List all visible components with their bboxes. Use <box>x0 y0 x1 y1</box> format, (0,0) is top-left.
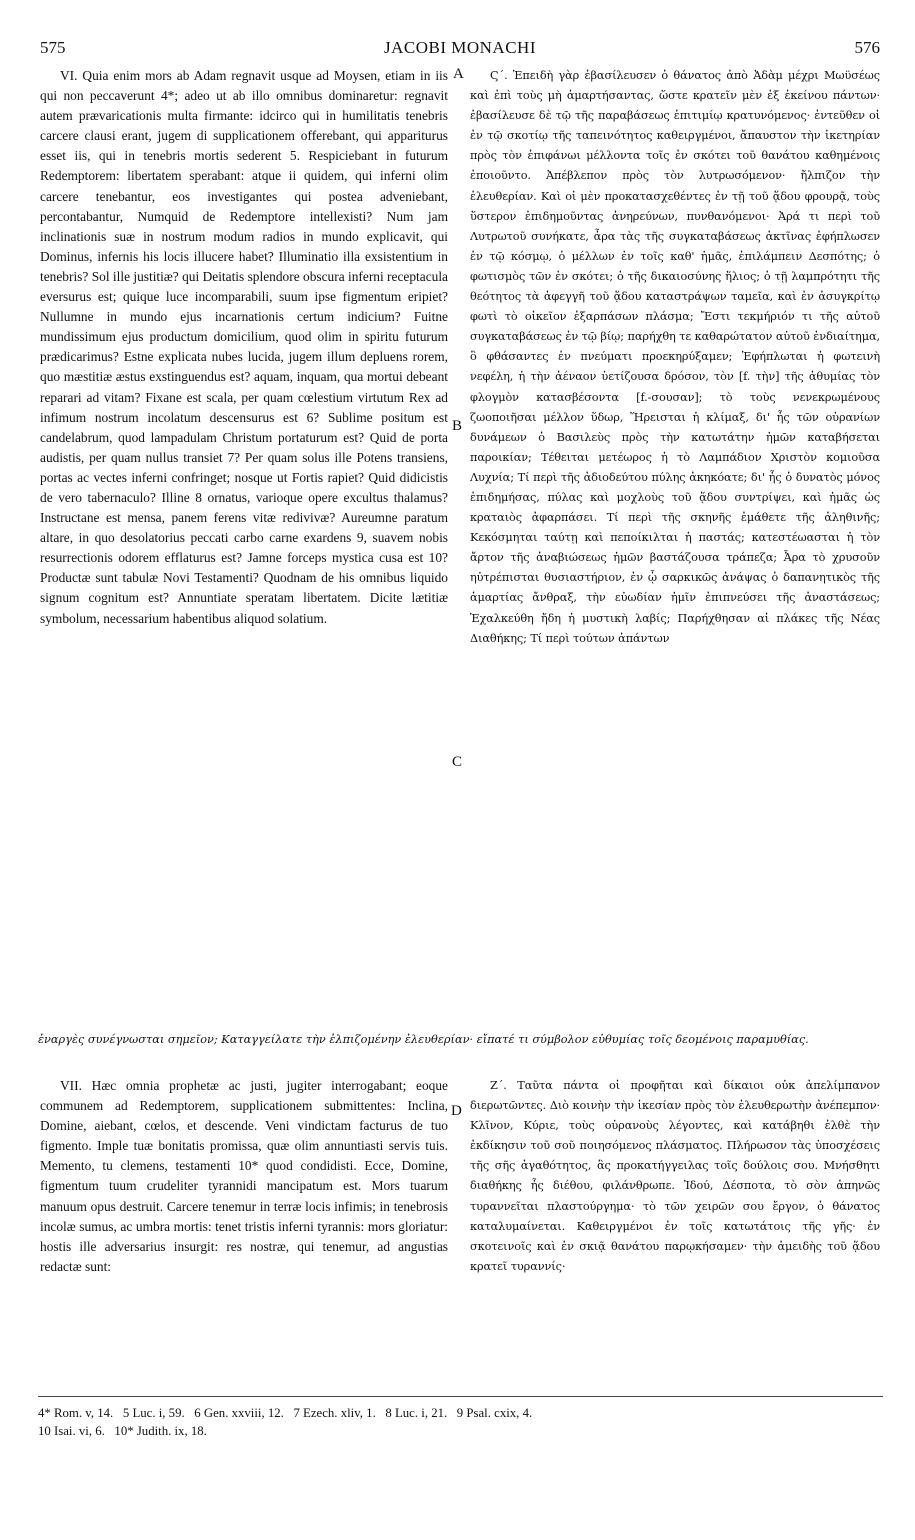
greek-column-section-vii <box>470 1076 880 1386</box>
footnote-line-2: 10 Isai. vi, 6. 10* Judith. ix, 18. <box>38 1424 207 1438</box>
greek-spanning-lines <box>38 1030 883 1072</box>
latin-paragraph-vii: VII. Hæc omnia prophetæ ac justi, jugiter interrogabant; eoque communem ad Redemptorem, supplicationem submittentes: Inclina, Domine, aiebant, cœlos, et descende. Veni vindictam facturus de tuo figmento. Imple tuæ bonitatis promissa, quæ olim annuntiasti servis tuis. Memento, tu clemens, testamenti 10* quod condidisti. Ecce, Domine, figmentum tuum crudeliter tyrannidi mancipatum est. Mors tuarum manuum opus destruit. Carcere tenemur in terræ locis infimis; in tenebrosis incolæ sumus, ac umbra mortis: tenet tristis inferni tyrannis: mors gloriatur: hostis ille adversarius insurgit: res nostræ, qui tenemur, ad angustias redactæ sunt: <box>40 1078 448 1274</box>
latin-paragraph-vi: VI. Quia enim mors ab Adam regnavit usque ad Moysen, etiam in iis qui non peccaverunt 4*; adeo ut ab illo omnibus dominaretur: regnavit autem prævaricationis multa firmante: idcirco qui in humilitatis tenebris carcere clausi erant, jugem di supplicationem offerebant, qui appariturus esset iis, qui in tenebris mortis sederent 5. Respiciebant in futurum Redemptorem: libertatem sperabant: atque ii quidem, qui inferni olim carcere tenebantur, eos investigantes qui postea adveniebant, percontabantur, Numquid de Redemptore intellexisti? Num jam inclinationis suæ in nostrum modum radios in mundo explicavit, qui Dominus, infernis his locis illucere habet? Illuminatio illa exsistentium in tenebris? Sol ille justitiæ? qui Deitatis splendore obscura inferni receptacula eversurus est; quique luce incomparabili, suum ipse figmentum eripiet? Nullumne in mundo ejus incarnationis certum indicium? Fuitne mundissimum ejus productum domicilium, quod olim in spiritu futurum prædicarimus? Estne explicata nubes lucida, jugem illum depluens rorem, quo mæstitiæ æstus exstinguendus est? aquam, inquam, qua mortui debeant reparari ad vitam? Fixane est scala, per quam cœlestium virtutum Rex ad infimum nostrum incolatum descensurus est 6? Sublime positum est candelabrum, quod lampadulam Christum portaturum est? Quid de porta audistis, per quam nullus transiet 7? Per quam solus ille Potens transiens, portas ac vectes inferni confringet; nosque ut Fortis rapiet? Quid didicistis de vero tabernaculo? Illine 8 ornatus, varioque opere excultus thalamus? Instructane est mensa, panem ferens vitæ redivivæ? Aureumne paratum altare, in quo desolatorius peccati carbo carne exardens 9, suavem nobis resurrectionis odorem efflaturus est? Jamne forceps mystica cusa est 10? Productæ sunt tabulæ Novi Testamenti? Quodnam de his omnibus liquido signum cognitum est? Annuntiate speratam libertatem. Dicite lætitiæ symbolum, necessarium habentibus aliquod solatium. <box>40 68 448 626</box>
right-page-number: 576 <box>854 38 880 57</box>
greek-paragraph-vi: Ϛ΄. Ἐπειδὴ γὰρ ἐβασίλευσεν ὁ θάνατος ἀπὸ Ἀδὰμ μέχρι Μωϋσέως καὶ ἐπὶ τοὺς μὴ ἁμαρτήσαντας, ὥστε κρατεῖν μὲν ἐξ ἐκείνου πάντων· ἐβασίλευσε δὲ τῷ τῆς παραβάσεως ἐπιτιμίῳ κρατυνόμενος· ἐντεῦθεν οἱ ἐν τῷ σκοτίῳ τῆς ταπεινότητος καθειργμένοι, ἄπαυστον τὴν ἱκετηρίαν πρὸς τὸν ἐπιφάνωι μέλλοντα τοῖς ἐν σκότει τοῦ θανάτου καθημένοις ἐποιοῦντο. Ἀπέβλεπον πρὸς τὸν λυτρωσόμενον· ἤλπιζον τὴν ἐλευθερίαν. Καὶ οἱ μὲν προκατασχεθέντες ἐν τῇ τοῦ ᾅδου φρουρᾷ, τοὺς ὕστερον ἐπιδημοῦντας ἀνηρεύνων, πυνθανόμενοι· Ἀρά τι περὶ τοῦ Λυτρωτοῦ συνήκατε, ἆρα τὰς τῆς συγκαταβάσεως ἀκτῖνας ἐφήπλωσεν ἐν τῷ κόσμῳ, ὁ μέλλων ἐν τοῖς καθ' ἡμᾶς, ἐπιλάμπειν Δεσπότης; ὁ φωτισμὸς τῶν ἐν σκότει; ὁ τῆς δικαιοσύνης ἥλιος; ὁ τῇ λαμπρότητι τῆς θεότητος τὰ ἀφεγγῆ τοῦ ᾅδου καταστράψων ταμεῖα, καὶ ἐν ἀσυγκρίτῳ φωτὶ τὸ οἰκεῖον ἐξαρπάσων πλάσμα; Ἔστι τεκμήριόν τι τῆς αὐτοῦ συγκαταβάσεως ἐν τῷ βίῳ; παρήχθη τε καθαρώτατον αὐτοῦ ἐνδιαίτημα, ὃ φθάσαντες ἐν πνεύματι προεκηρύξαμεν; Ἐφήπλωται ἡ φωτεινὴ νεφέλη, ἡ τὴν ἀέναον ὑετίζουσα δρόσον, τὸν [f. τὴν] τῆς ἀθυμίας τὸν φλογμὸν κατασβέσοντα [f.-σουσαν]; τὸ τοὺς νενεκρωμένους ζωοποιῆσαι μέλλον ὕδωρ, Ἥρεισται ἡ κλίμαξ, δι' ἧς τῶν οὐρανίων δυνάμεων ὁ Βασιλεὺς πρὸς τὴν κατωτάτην ἡμῶν καταβήσεται παροικίαν; Τέθειται μετέωρος ἡ τὸ Λαμπάδιον Χριστὸν κομιοῦσα Λυχνία; Τί περὶ τῆς ἀδιοδεύτου πύλης ἀκηκόατε; δι' ἧς ὁ δυνατὸς μόνος ἐπιδημήσας, πύλας καὶ μοχλοὺς τοῦ ᾅδου συντρίψει, καὶ ἡμᾶς ὡς κραταιὸς ἀφαρπάσει. Τί περὶ τῆς σκηνῆς ἐμάθετε τῆς ἀληθινῆς; Κεκόσμηται ταύτῃ καὶ πεποίκιλται ἡ παστάς; κατεστέωασται ἡ τὸν ἄρτον τῆς ἀναβιώσεως ἡμῶν βαστάζουσα τράπεζα; Ἆρα τὸ χρυσοῦν ηὐτρέπισται θυσιαστήριον, ἐν ᾧ σαρκικῶς ἀνάψας ὁ δαπανητικὸς τῆς ἁμαρτίας ἄνθραξ, τὴν εὐωδίαν ἡμῖν ἐπιπνεύσει τῆς ἀναστάσεως; Ἐχαλκεύθη ἤδη ἡ μυστικὴ λαβίς; Παρήχθησαν αἱ πλάκες τῆς Νέας Διαθήκης; Τί περὶ τούτων ἁπάντων <box>470 69 880 645</box>
margin-marker-c: C <box>452 754 463 770</box>
footnote-rule <box>38 1396 883 1397</box>
footnotes <box>38 1404 886 1440</box>
latin-column-section-vii <box>40 1076 448 1386</box>
latin-column-section-vi <box>40 66 448 1028</box>
footnote-line-1: 4* Rom. v, 14. 5 Luc. i, 59. 6 Gen. xxviii, 12. 7 Ezech. xliv, 1. 8 Luc. i, 21. 9 Psal. cxix, 4. <box>38 1406 533 1420</box>
greek-column-section-vi <box>470 66 880 1028</box>
margin-marker-d: D <box>451 1103 462 1119</box>
greek-paragraph-vii: Ζ΄. Ταῦτα πάντα οἱ προφῆται καὶ δίκαιοι οὐκ ἀπελίμπανον διερωτῶντες. Διὸ κοινὴν τὴν ἱκεσίαν πρὸς τὸν ἐλευθερωτὴν ἀνέπεμπον· Κλῖνον, Κύριε, τοὺς οὐρανοὺς λέγοντες, καὶ κατάβηθι ἐλθὲ τὴν ἐκδίκησιν τοῦ σοῦ ποιησόμενος πλάσματος. Πλήρωσον τὰς ὑποσχέσεις τῆς σῆς ἀγαθότητος, ἃς προκατήγγειλας τοῖς δούλοις σου. Μνήσθητι διαθήκης ἧς διέθου, φιλάνθρωπε. Ἰδού, Δέσποτα, τὸ σὸν ἀπηνῶς τυραννεῖται πλαστούργημα· τὸ τῶν χειρῶν σου ἔργον, ὁ θάνατος καταλυμαίνεται. Καθειργμένοι ἐν τοῖς κατωτάτοις τῆς γῆς· ἐν σκοτεινοῖς καὶ ἐν σκιᾷ θανάτου παρῳκήσαμεν· τὴν ἀμειδὴς τοῦ ᾅδου κρατεῖ τυραννίς· <box>470 1079 880 1273</box>
margin-marker-a: A <box>453 66 464 82</box>
left-page-number: 575 <box>40 38 66 57</box>
running-header <box>40 38 880 58</box>
running-title: JACOBI MONACHI <box>384 38 536 57</box>
margin-marker-b: B <box>452 418 463 434</box>
greek-spanning-text: ἐναργὲς συνέγνωσται σημεῖον; Καταγγείλατε τὴν ἐλπιζομένην ἐλευθερίαν· εἴπατέ τι σύμβολον εὐθυμίας τοῖς δεομένοις παραμυθίας. <box>38 1033 809 1046</box>
